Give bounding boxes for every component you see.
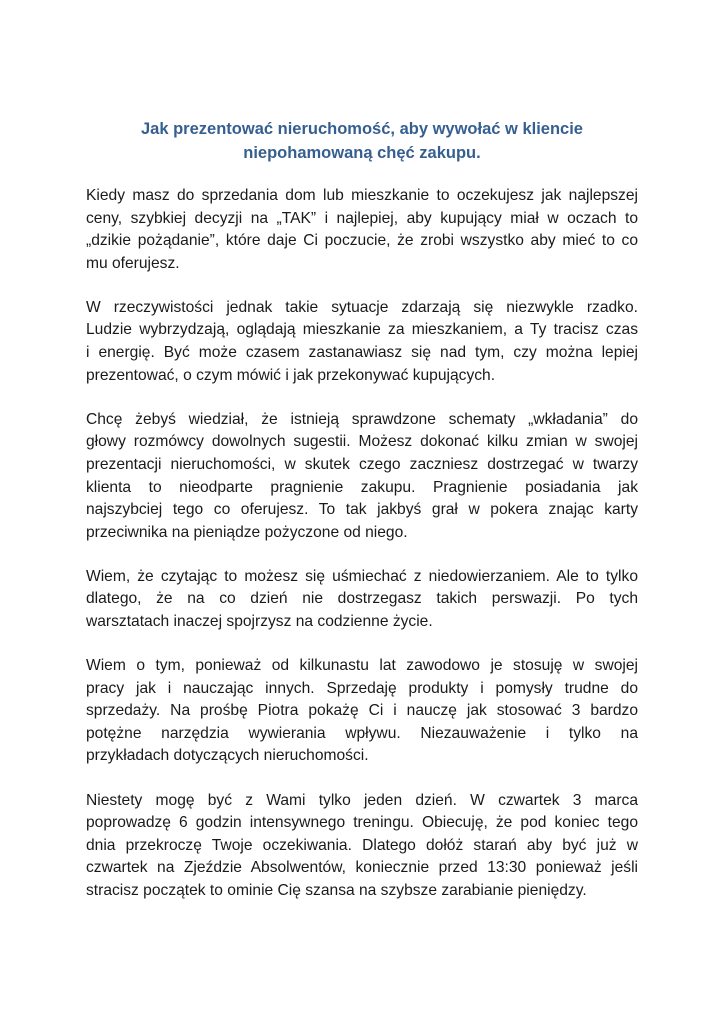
paragraph <box>86 409 638 545</box>
text-line: pracy jak i nauczając innych. Sprzedaję produkty i pomysły trudne do <box>86 679 638 697</box>
text-line: poprowadzę 6 godzin intensywnego treningu. Obiecuję, że pod koniec tego <box>86 814 638 832</box>
text-line: warsztatach inaczej spojrzysz na codzienne życie. <box>86 613 433 630</box>
text-line: sprzedaży. Na prośbę Piotra pokażę Ci i nauczę jak stosować 3 bardzo <box>86 702 638 720</box>
text-line: mu oferujesz. <box>86 254 180 272</box>
text-line: potężne narzędzia wywierania wpływu. Niezauważenie i tylko na <box>86 724 638 742</box>
text-line: „dzikie pożądanie”, które daje Ci poczucie, że zrobi wszystko aby mieć to co <box>86 232 638 250</box>
text-line: stracisz początek to ominie Cię szansa na szybsze zarabianie pieniędzy. <box>86 881 587 899</box>
text-line: i energię. Być może czasem zastanawiasz się nad tym, czy można lepiej <box>86 344 638 362</box>
paragraph <box>86 655 638 768</box>
text-line: dlatego, że na co dzień nie dostrzegasz takich perswazji. Po tych <box>86 590 638 608</box>
text-line: prezentacji nieruchomości, w skutek czego zaczniesz dostrzegać w twarzy <box>86 455 638 473</box>
text-line: Ludzie wybrzydzają, oglądają mieszkanie za mieszkaniem, a Ty tracisz czas <box>86 321 638 339</box>
text-line: czwartek na Zjeździe Absolwentów, koniecznie przed 13:30 ponieważ jeśli <box>86 859 638 877</box>
text-line: przykładach dotyczących nieruchomości. <box>86 747 369 765</box>
paragraph <box>86 185 638 275</box>
text-line: ceny, szybkiej decyzji na „TAK” i najlepiej, aby kupujący miał w oczach to <box>86 209 638 227</box>
text-line: głowy rozmówcy dowolnych sugestii. Możesz dokonać kilku zmian w swojej <box>86 433 638 451</box>
text-line: Wiem, że czytając to możesz się uśmiechać z niedowierzaniem. Ale to tylko <box>86 567 638 585</box>
title-line: Jak prezentować nieruchomość, aby wywołać w kliencie <box>140 120 583 138</box>
text-line: Chcę żebyś wiedział, że istnieją sprawdzone schematy „wkładania” do <box>86 410 638 428</box>
paragraph <box>86 566 638 634</box>
text-line: Kiedy masz do sprzedania dom lub mieszkanie to oczekujesz jak najlepszej <box>86 187 638 204</box>
text-line: najszybciej tego co oferujesz. To tak jakbyś grał w pokera znając karty <box>86 501 638 519</box>
text-line: dnia przekroczę Twoje oczekiwania. Dlatego dołóż starań aby być już w <box>86 836 638 854</box>
document-title <box>86 117 638 165</box>
text-line: W rzeczywistości jednak takie sytuacje zdarzają się niezwykle rzadko. <box>86 298 638 316</box>
title-line: niepohamowaną chęć zakupu. <box>243 144 481 162</box>
paragraph <box>86 790 638 903</box>
text-line: Wiem o tym, ponieważ od kilkunastu lat zawodowo je stosuję w swojej <box>86 657 638 675</box>
text-line: prezentować, o czym mówić i jak przekonywać kupujących. <box>86 366 496 384</box>
document-body <box>86 185 638 924</box>
text-line: Niestety mogę być z Wami tylko jeden dzień. W czwartek 3 marca <box>86 791 638 809</box>
paragraph <box>86 297 638 387</box>
text-line: klienta to nieodparte pragnienie zakupu. Pragnienie posiadania jak <box>86 478 638 496</box>
text-line: przeciwnika na pieniądze pożyczone od niego. <box>86 523 408 541</box>
